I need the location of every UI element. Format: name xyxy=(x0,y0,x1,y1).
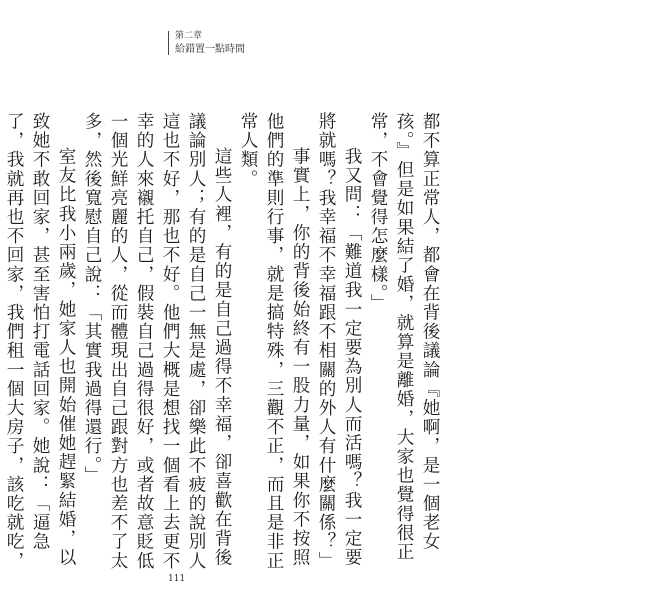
chapter-label: 第二章 xyxy=(175,31,203,41)
chapter-title: 給錯置一點時間 xyxy=(175,44,245,55)
paragraph-4: 這些人裡，有的是自己過得不幸福，卻喜歡在背後議論別人；有的是自己一無是處，卻樂此不疲的說別人這也不好，那也不好。他們大概是想找一個看上去更不幸的人來襯托自己，假裝自己過得很好，或者故意貶低一個光鮮亮麗的人，從而體現出自己跟對方也差不了太多，然後寬慰自己說：「其實我過得還行。」 xyxy=(82,112,232,571)
paragraph-1: 都不算正常人，都會在背後議論『她啊，是一個老女孩。』但是如果結了婚，就算是離婚，大家也覺得很正常，不會覺得怎麼樣。」 xyxy=(368,112,440,562)
vertical-text-body xyxy=(0,112,443,572)
paragraph-3: 事實上，你的背後始終有一股力量，如果你不按照他們的準則行事，就是搞特殊，三觀不正，而且是非正常人類。 xyxy=(238,112,310,571)
header-rule xyxy=(168,31,169,55)
paragraph-5: 室友比我小兩歲，她家人也開始催她趕緊結婚，以致她不敢回家，甚至害怕打電話回家。她說：「逼急了，我就再也不回家，我們租一個大房子，該吃就吃， xyxy=(4,112,76,571)
paragraph-2: 我又問：「難道我一定要為別人而活嗎？我一定要將就嗎？我幸福不幸福跟不相關的外人有什麼關係？」 xyxy=(316,112,362,571)
page-number: 111 xyxy=(168,574,186,584)
